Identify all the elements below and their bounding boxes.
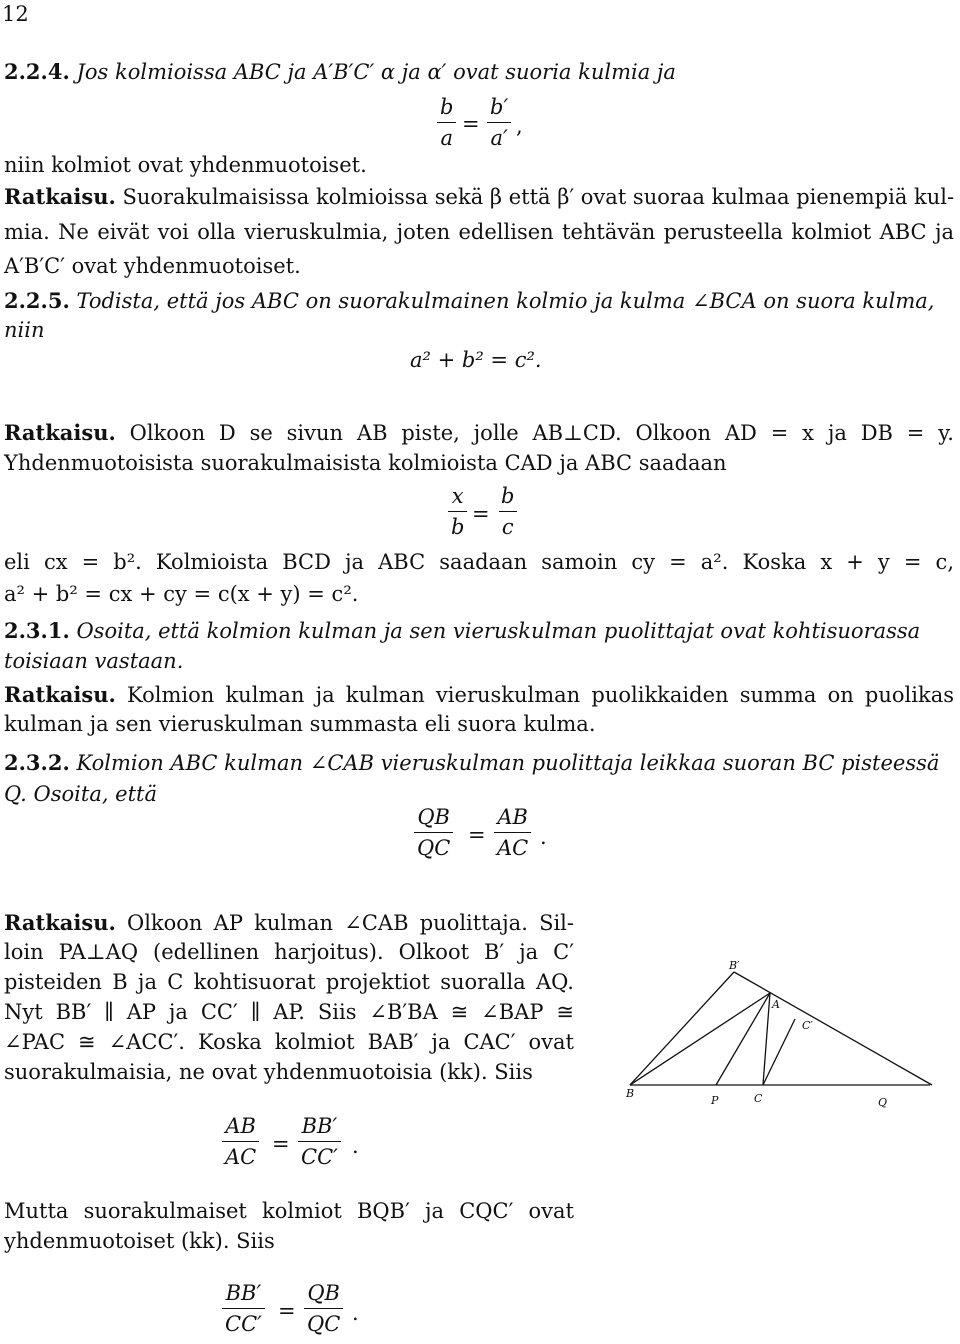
line-A-C (763, 993, 770, 1085)
line-A-P (716, 993, 770, 1085)
problem-2-2-5-statement (4, 290, 934, 312)
problem-number: 2.3.1. (4, 618, 70, 643)
solution-2-2-5-line-4: a² + b² = cx + cy = c(x + y) = c². (4, 582, 359, 606)
label-A: A (772, 998, 780, 1011)
solution-2-3-2-line-7: Mutta suorakulmaiset kolmiot BQB′ ja CQC′ ovat (4, 1199, 574, 1223)
equals-sign: = (468, 823, 486, 847)
solution-label: Ratkaisu. (4, 682, 116, 707)
fraction-AB-over-AC: $\frac{AB}{AC}$ (494, 806, 531, 859)
problem-number: 2.2.4. (4, 59, 70, 84)
period: . (352, 1134, 359, 1158)
problem-2-3-1-statement-2: toisiaan vastaan. (4, 649, 184, 673)
period: . (352, 1301, 359, 1325)
solution-2-3-2-line-6: suorakulmaisia, ne ovat yhdenmuotoisia (kk). Siis (4, 1060, 533, 1084)
solution-2-3-2-line-4: Nyt BB′ ∥ AP ja CC′ ∥ AP. Siis ∠B′BA ≅ ∠BAP ≅ (4, 1000, 574, 1024)
fraction-x-over-b: $\frac{x}{b}$ (448, 485, 467, 538)
solution-2-3-2-line-2: loin PA⊥AQ (edellinen harjoitus). Olkoot B′ ja C′ (4, 940, 574, 964)
line-B-Bprime (630, 972, 734, 1085)
fraction-BB-prime-over-CC-prime: $\frac{BB'}{CC'}$ (298, 1115, 341, 1168)
problem-text: Jos kolmioissa ABC ja A′B′C′ α ja α′ ovat suoria kulmia ja (76, 60, 676, 84)
problem-text: Kolmion ABC kulman ∠CAB vieruskulman puolittaja leikkaa suoran BC pisteessä (76, 751, 940, 775)
fraction-BB-prime-over-CC-prime: $\frac{BB'}{CC'}$ (222, 1282, 265, 1335)
problem-2-2-5-statement-2: niin (4, 318, 45, 342)
geometry-figure (616, 950, 946, 1150)
problem-2-3-2-statement-2: Q. Osoita, että (4, 782, 158, 806)
problem-number: 2.3.2. (4, 750, 70, 775)
label-B-prime: B′ (729, 959, 740, 972)
label-P: P (711, 1094, 719, 1107)
equals-sign: = (472, 502, 490, 526)
solution-2-3-2-line-3: pisteiden B ja C kohtisuorat projektiot suoralla AQ. (4, 970, 574, 994)
solution-2-3-2-line-5: ∠PAC ≅ ∠ACC′. Koska kolmiot BAB′ ja CAC′ ovat (4, 1030, 574, 1054)
equals-sign: = (278, 1299, 296, 1323)
solution-label: Ratkaisu. (4, 910, 116, 935)
problem-2-3-2-statement (4, 752, 939, 774)
solution-2-2-4-line-2: mia. Ne eivät voi olla vieruskulmia, joten edellisen tehtävän perusteella kolmiot ABC ja (4, 220, 954, 244)
solution-2-2-5-line-2: Yhdenmuotoisista suorakulmaisista kolmioista CAD ja ABC saadaan (4, 451, 727, 475)
label-B: B (626, 1087, 635, 1100)
problem-number: 2.2.5. (4, 288, 70, 313)
solution-2-3-1-line-1: Ratkaisu. Kolmion kulman ja kulman vieruskulman puolikkaiden summa on puolikas (4, 682, 954, 707)
line-B-A (630, 993, 770, 1085)
solution-label: Ratkaisu. (4, 420, 116, 445)
label-Q: Q (878, 1096, 888, 1109)
equals-sign: = (462, 112, 480, 136)
formula-pythagoras: a² + b² = c². (410, 348, 542, 372)
fraction-QB-over-QC: $\frac{QB}{QC}$ (304, 1282, 343, 1335)
solution-2-2-5-line-3: eli cx = b². Kolmioista BCD ja ABC saadaan samoin cy = a². Koska x + y = c, (4, 550, 954, 574)
solution-2-2-4-line-3: A′B′C′ ovat yhdenmuotoiset. (4, 254, 301, 278)
fraction-b-over-a: $\frac{b}{a}$ (437, 96, 456, 149)
problem-text: Osoita, että kolmion kulman ja sen vieruskulman puolittajat ovat kohtisuorassa (76, 619, 921, 643)
solution-label: Ratkaisu. (4, 184, 116, 209)
solution-2-2-4-line-1: Ratkaisu. Suorakulmaisissa kolmioissa sekä β että β′ ovat suoraa kulmaa pienempiä kul- (4, 184, 955, 209)
solution-2-3-2-line-1: Ratkaisu. Olkoon AP kulman ∠CAB puolittaja. Sil- (4, 910, 574, 935)
fraction-QB-over-QC: $\frac{QB}{QC}$ (414, 806, 453, 859)
fraction-b-prime-over-a-prime: $\frac{b'}{a'}$ (487, 96, 511, 149)
problem-2-2-4-conclusion: niin kolmiot ovat yhdenmuotoiset. (4, 153, 367, 177)
problem-2-3-1-statement (4, 620, 920, 642)
period: . (540, 825, 547, 849)
solution-2-3-2-line-8: yhdenmuotoiset (kk). Siis (4, 1229, 275, 1253)
label-C-prime: C′ (802, 1019, 813, 1032)
problem-text: Todista, että jos ABC on suorakulmainen kolmio ja kulma ∠BCA on suora kulma, (76, 289, 935, 313)
equals-sign: = (272, 1132, 290, 1156)
comma: , (516, 114, 523, 138)
solution-2-3-1-line-2: kulman ja sen vieruskulman summasta eli suora kulma. (4, 712, 596, 736)
solution-2-2-5-line-1: Ratkaisu. Olkoon D se sivun AB piste, jolle AB⊥CD. Olkoon AD = x ja DB = y. (4, 420, 954, 445)
problem-2-2-4-statement (4, 61, 676, 83)
fraction-b-over-c: $\frac{b}{c}$ (498, 485, 517, 538)
fraction-AB-over-AC: $\frac{AB}{AC}$ (222, 1115, 259, 1168)
page-number: 12 (2, 2, 29, 26)
label-C: C (754, 1092, 763, 1105)
